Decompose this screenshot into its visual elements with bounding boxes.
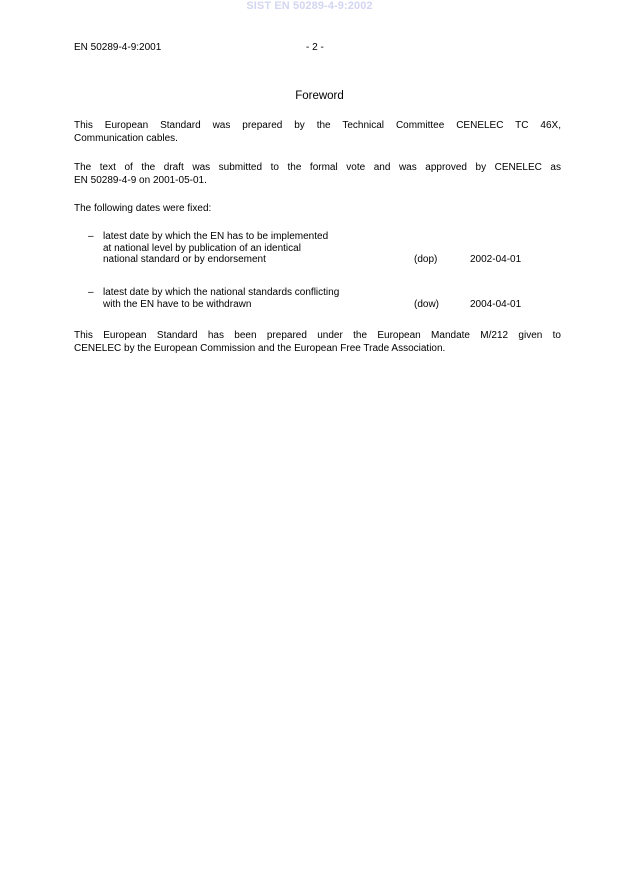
paragraph-line: Communication cables. bbox=[74, 132, 178, 144]
paragraph-approval bbox=[74, 162, 561, 187]
date-abbreviation: (dop) bbox=[414, 254, 438, 265]
paragraph-mandate bbox=[74, 330, 561, 355]
dash-bullet: – bbox=[88, 231, 94, 242]
page-number: - 2 - bbox=[306, 42, 324, 53]
watermark: SIST EN 50289-4-9:2002 bbox=[246, 0, 373, 12]
description-line: latest date by which the national standards conflicting bbox=[103, 287, 340, 298]
date-item-description bbox=[103, 231, 433, 266]
date-value: 2002-04-01 bbox=[470, 254, 522, 265]
paragraph-line: This European Standard was prepared by the Technical Committee CENELEC TC 46X, bbox=[74, 120, 561, 131]
description-line: national standard or by endorsement bbox=[103, 254, 266, 265]
paragraph-line: This European Standard has been prepared under the European Mandate M/212 given to bbox=[74, 330, 561, 341]
description-line: with the EN have to be withdrawn bbox=[103, 298, 252, 310]
date-value: 2004-04-01 bbox=[470, 298, 522, 310]
description-line: at national level by publication of an identical bbox=[103, 242, 301, 254]
document-id: EN 50289-4-9:2001 bbox=[74, 42, 162, 53]
paragraph-line: EN 50289-4-9 on 2001-05-01. bbox=[74, 174, 207, 186]
date-item-description bbox=[103, 287, 433, 310]
date-abbreviation: (dow) bbox=[414, 298, 440, 310]
section-title: Foreword bbox=[295, 90, 344, 102]
paragraph-dates-intro: The following dates were fixed: bbox=[74, 203, 212, 214]
description-line: latest date by which the EN has to be implemented bbox=[103, 231, 329, 242]
dash-bullet: – bbox=[88, 287, 94, 298]
paragraph-committee bbox=[74, 120, 561, 145]
paragraph-line: The text of the draft was submitted to the formal vote and was approved by CENELEC as bbox=[74, 162, 561, 173]
paragraph-line: CENELEC by the European Commission and the European Free Trade Association. bbox=[74, 342, 446, 354]
